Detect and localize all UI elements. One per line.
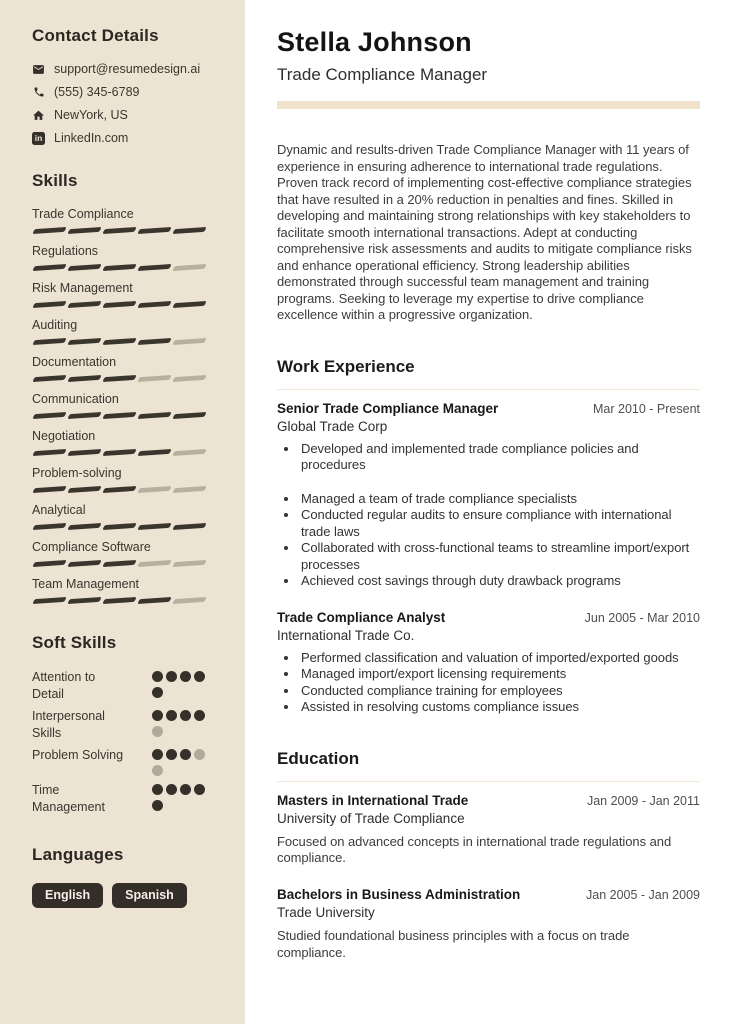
job-bullets	[277, 650, 700, 716]
linkedin-icon: in	[32, 132, 45, 145]
degree-title: Bachelors in Business Administration	[277, 887, 521, 903]
rating-dot-filled	[166, 784, 177, 795]
skill-segment-filled	[67, 597, 101, 604]
skill-segment-filled	[67, 301, 101, 308]
education-entry	[277, 887, 700, 962]
skill-segment-filled	[32, 227, 66, 234]
skill-segment-empty	[172, 264, 206, 271]
rating-dot-filled	[180, 710, 191, 721]
skill-segment-filled	[102, 338, 136, 345]
skill-label: Regulations	[32, 244, 99, 258]
skill-segment-filled	[67, 264, 101, 271]
skill-segment-empty	[137, 375, 171, 382]
soft-skill-dots	[152, 708, 208, 737]
skill-segment-empty	[137, 486, 171, 493]
skill-segment-empty	[137, 560, 171, 567]
bullet-item: • Collaborated with cross-functional teams to streamline import/export processes	[299, 540, 700, 573]
bullet-item: • Assisted in resolving customs compliance issues	[299, 699, 700, 716]
skill-segment-filled	[137, 412, 171, 419]
skill-segment-filled	[67, 375, 101, 382]
soft-skill-label: Interpersonal Skills	[32, 709, 105, 740]
rating-dot-filled	[166, 749, 177, 760]
soft-skill-item	[32, 747, 210, 776]
rating-dot-filled	[166, 671, 177, 682]
skill-segment-empty	[172, 560, 206, 567]
skill-segment-filled	[32, 412, 66, 419]
contact-location-text: NewYork, US	[54, 108, 128, 122]
skill-item	[32, 281, 210, 309]
skill-segment-filled	[67, 227, 101, 234]
rating-dot-empty	[194, 749, 205, 760]
skill-segment-filled	[102, 560, 136, 567]
rating-dot-filled	[152, 671, 163, 682]
skill-segment-filled	[67, 412, 101, 419]
skill-segment-filled	[137, 449, 171, 456]
skill-label: Negotiation	[32, 429, 96, 443]
skill-label: Compliance Software	[32, 540, 151, 554]
sidebar	[0, 0, 245, 1024]
person-name: Stella Johnson	[277, 27, 472, 57]
language-pill: English	[32, 883, 103, 908]
soft-skill-dots	[152, 782, 208, 811]
skill-segment-filled	[102, 227, 136, 234]
skill-segment-empty	[172, 597, 206, 604]
skill-segment-filled	[102, 264, 136, 271]
rating-dot-filled	[152, 784, 163, 795]
contact-email-text: support@resumedesign.ai	[54, 62, 201, 76]
job-entry	[277, 401, 700, 590]
skill-segment-filled	[137, 301, 171, 308]
skill-item	[32, 577, 210, 605]
skill-bar	[32, 597, 210, 605]
job-header	[277, 401, 700, 416]
soft-skill-label: Attention to Detail	[32, 670, 96, 701]
skill-segment-filled	[102, 301, 136, 308]
education-header	[277, 793, 700, 808]
job-dates: Jun 2005 - Mar 2010	[584, 610, 700, 625]
rating-dot-filled	[194, 671, 205, 682]
rating-dot-filled	[180, 784, 191, 795]
skill-segment-filled	[32, 338, 66, 345]
skill-item	[32, 503, 210, 531]
rating-dot-filled	[152, 687, 163, 698]
skill-segment-filled	[137, 227, 171, 234]
skill-segment-filled	[137, 264, 171, 271]
degree-description: Studied foundational business principles with a focus on trade compliance.	[277, 928, 630, 961]
skill-item	[32, 466, 210, 494]
job-title: Trade Compliance Analyst	[277, 609, 446, 625]
degree-description: Focused on advanced concepts in international trade regulations and compliance.	[277, 833, 672, 866]
skill-segment-filled	[32, 375, 66, 382]
summary-text: Dynamic and results-driven Trade Compliance Manager with 11 years of experience in ensuring adherence to international trade regulations. Proven track record of implementing cost-effective compliance strategies that have resulted in a 20% reduction in penalties and fines. Skilled in developing and maintaining strong relationships with key stakeholders to facilitate smooth international transactions. Adept at conducting comprehensive risk assessments and audits to mitigate compliance risks and enhance operational efficiency. Strong leadership abilities demonstrated through successful team management and training programs. Seeking to leverage my expertise to drive compliance excellence within a progressive organization.	[277, 142, 692, 323]
contact-row-email	[32, 62, 210, 76]
skill-label: Trade Compliance	[32, 207, 134, 221]
rating-dot-filled	[180, 671, 191, 682]
rating-dot-filled	[194, 710, 205, 721]
skill-segment-filled	[172, 301, 206, 308]
soft-skill-label: Problem Solving	[32, 748, 124, 762]
rating-dot-empty	[152, 765, 163, 776]
skill-segment-empty	[172, 375, 206, 382]
bullet-item: • Conducted compliance training for employees	[299, 683, 700, 700]
contact-heading: Contact Details	[32, 26, 159, 45]
skill-segment-filled	[172, 412, 206, 419]
soft-skills-heading: Soft Skills	[32, 633, 117, 652]
skill-item	[32, 318, 210, 346]
bullet-item: • Performed classification and valuation of imported/exported goods	[299, 650, 700, 667]
education-section	[277, 749, 700, 963]
soft-skill-item	[32, 669, 210, 702]
skill-bar	[32, 227, 210, 235]
email-icon	[32, 63, 45, 76]
contact-list	[32, 62, 210, 145]
school-name: University of Trade Compliance	[277, 810, 465, 826]
skill-segment-filled	[102, 486, 136, 493]
education-heading: Education	[277, 749, 700, 782]
skill-bar	[32, 375, 210, 383]
skill-segment-filled	[102, 597, 136, 604]
main-content	[245, 0, 730, 1024]
skill-segment-filled	[32, 301, 66, 308]
skill-bar	[32, 560, 210, 568]
skill-bar	[32, 338, 210, 346]
skill-item	[32, 540, 210, 568]
job-dates: Mar 2010 - Present	[593, 401, 700, 416]
languages-heading: Languages	[32, 845, 124, 864]
skill-bar	[32, 486, 210, 494]
job-title: Senior Trade Compliance Manager	[277, 400, 499, 416]
skill-segment-filled	[32, 486, 66, 493]
skill-segment-filled	[137, 597, 171, 604]
skill-segment-filled	[32, 449, 66, 456]
job-entry	[277, 610, 700, 716]
skill-segment-filled	[32, 264, 66, 271]
soft-skill-dots	[152, 669, 208, 698]
skill-segment-filled	[102, 375, 136, 382]
work-experience-section	[277, 357, 700, 716]
skill-item	[32, 355, 210, 383]
skill-segment-filled	[32, 560, 66, 567]
skill-item	[32, 429, 210, 457]
rating-dot-filled	[152, 710, 163, 721]
skill-segment-empty	[172, 486, 206, 493]
degree-dates: Jan 2005 - Jan 2009	[586, 888, 700, 903]
soft-skill-item	[32, 708, 210, 741]
skill-segment-filled	[102, 412, 136, 419]
job-company: International Trade Co.	[277, 627, 415, 643]
bullet-item: • Managed import/export licensing requirements	[299, 666, 700, 683]
accent-bar	[277, 101, 700, 109]
skill-label: Analytical	[32, 503, 86, 517]
contact-row-location	[32, 108, 210, 122]
education-entry	[277, 793, 700, 868]
home-icon	[32, 109, 45, 122]
skill-segment-empty	[172, 338, 206, 345]
language-pill: Spanish	[112, 883, 187, 908]
contact-row-linkedin	[32, 131, 210, 145]
languages-list	[32, 883, 210, 908]
soft-skill-label: Time Management	[32, 783, 105, 814]
bullet-item: • Developed and implemented trade compliance policies and procedures	[299, 441, 700, 474]
work-experience-heading: Work Experience	[277, 357, 700, 390]
education-header	[277, 887, 700, 902]
skill-bar	[32, 449, 210, 457]
contact-row-phone	[32, 85, 210, 99]
skill-label: Documentation	[32, 355, 117, 369]
skill-bar	[32, 412, 210, 420]
skill-segment-filled	[172, 227, 206, 234]
skill-segment-filled	[67, 338, 101, 345]
skill-segment-filled	[32, 523, 66, 530]
skill-segment-filled	[67, 560, 101, 567]
soft-skills-list	[32, 669, 210, 815]
rating-dot-filled	[152, 749, 163, 760]
soft-skill-item	[32, 782, 210, 815]
skill-item	[32, 207, 210, 235]
job-header	[277, 610, 700, 625]
bullet-item: • Achieved cost savings through duty drawback programs	[299, 573, 700, 590]
skill-label: Communication	[32, 392, 119, 406]
skills-list	[32, 207, 210, 605]
rating-dot-filled	[166, 710, 177, 721]
skill-segment-filled	[32, 597, 66, 604]
job-company: Global Trade Corp	[277, 418, 388, 434]
skills-heading: Skills	[32, 171, 78, 190]
skill-item	[32, 244, 210, 272]
rating-dot-filled	[152, 800, 163, 811]
bullet-item: • Managed a team of trade compliance specialists	[299, 491, 700, 508]
bullet-item: • Conducted regular audits to ensure compliance with international trade laws	[299, 507, 700, 540]
skill-segment-filled	[67, 486, 101, 493]
contact-phone-text: (555) 345-6789	[54, 85, 140, 99]
rating-dot-empty	[152, 726, 163, 737]
soft-skill-dots	[152, 747, 208, 776]
skill-label: Auditing	[32, 318, 78, 332]
phone-icon	[32, 86, 45, 99]
degree-dates: Jan 2009 - Jan 2011	[586, 793, 700, 808]
school-name: Trade University	[277, 905, 375, 921]
job-bullets	[277, 441, 700, 590]
skill-label: Risk Management	[32, 281, 133, 295]
skill-segment-filled	[137, 338, 171, 345]
skill-segment-empty	[172, 449, 206, 456]
person-title: Trade Compliance Manager	[277, 65, 488, 85]
rating-dot-filled	[194, 784, 205, 795]
skill-segment-filled	[137, 523, 171, 530]
skill-segment-filled	[67, 449, 101, 456]
skill-bar	[32, 264, 210, 272]
skill-segment-filled	[102, 449, 136, 456]
skill-label: Team Management	[32, 577, 140, 591]
skill-item	[32, 392, 210, 420]
skill-bar	[32, 301, 210, 309]
degree-title: Masters in International Trade	[277, 792, 469, 808]
skill-bar	[32, 523, 210, 531]
contact-linkedin-text: LinkedIn.com	[54, 131, 129, 145]
skill-label: Problem-solving	[32, 466, 122, 480]
rating-dot-filled	[180, 749, 191, 760]
skill-segment-filled	[102, 523, 136, 530]
skill-segment-filled	[67, 523, 101, 530]
skill-segment-filled	[172, 523, 206, 530]
